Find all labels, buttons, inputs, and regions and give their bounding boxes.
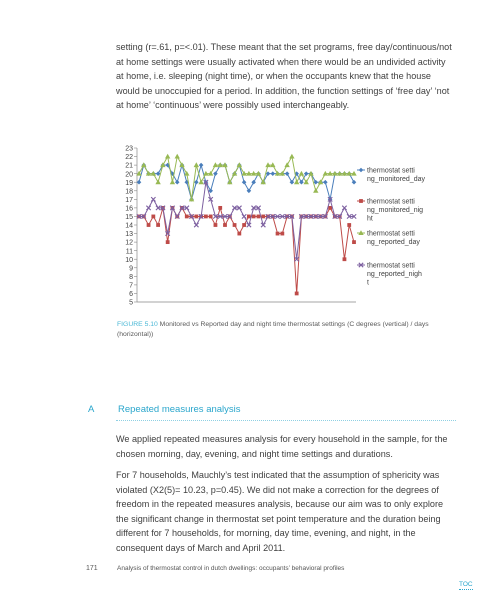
y-tick-label: 18	[125, 188, 133, 196]
data-point	[194, 180, 199, 185]
data-point	[199, 163, 204, 168]
series-line-3	[139, 157, 354, 200]
data-point	[242, 223, 246, 227]
y-tick-label: 19	[125, 179, 133, 187]
toc-link[interactable]: TOC	[459, 581, 473, 588]
section-divider	[116, 420, 456, 421]
data-point	[328, 206, 332, 210]
data-point	[257, 215, 261, 219]
y-tick-label: 23	[125, 145, 133, 153]
data-point	[323, 180, 328, 185]
data-point	[137, 180, 142, 185]
data-point	[299, 180, 304, 185]
data-point	[304, 179, 309, 184]
data-point	[352, 180, 357, 185]
data-point	[194, 223, 198, 227]
data-point	[214, 223, 218, 227]
legend-label-4: t	[367, 279, 369, 287]
data-point	[276, 232, 280, 236]
data-point	[242, 180, 247, 185]
y-tick-label: 11	[125, 248, 133, 256]
data-point	[352, 240, 356, 244]
data-point	[347, 223, 351, 227]
data-point	[294, 179, 299, 184]
legend-label-4: ng_reported_nigh	[367, 271, 422, 278]
data-point	[295, 292, 299, 296]
y-tick-label: 7	[129, 282, 133, 290]
figure-label: FIGURE 5.10	[117, 321, 158, 328]
legend-label-1: thermostat setti	[367, 167, 415, 175]
figure-caption-text: Monitored vs Reported day and night time thermostat settings (C degrees (vertical) / days (horizontal))	[117, 321, 429, 338]
intro-paragraph: setting (r=.61, p=<.01). These meant that the set programs, free day/continuous/not at home settings were usually activated when there would be an undivided activity at home, i.e. sleeping (night time), or when the occupants knew that the house would be unoccupied for a period. In addition, the function settings of ‘free day’ ‘not at home’ ‘continuous’ were possibly used interchangeably.	[116, 42, 452, 110]
data-point	[165, 154, 170, 159]
data-point	[198, 179, 203, 184]
data-point	[285, 171, 290, 176]
legend-label-3: ng_reported_day	[367, 239, 420, 246]
data-point	[284, 162, 289, 167]
data-point	[247, 188, 252, 193]
analysis-paragraph-2: For 7 households, Mauchly’s test indicated that the assumption of sphericity was violated (X2(5)= 10.23, p=0.45). We did not make a correction for the degrees of freedom in the repeated measures analysis, because our aim was to only explore the significant change in thermostat set point temperature and the duration being different for 7 households, for morning, day time, evening, and night, in the consequent days of March and April 2011.	[116, 470, 444, 553]
data-point	[209, 215, 213, 219]
data-point	[233, 223, 237, 227]
y-tick-label: 21	[125, 162, 133, 170]
section-title: Repeated measures analysis	[118, 404, 241, 415]
data-point	[223, 223, 227, 227]
legend-label-1: ng_monitored_day	[367, 176, 425, 183]
data-point	[261, 215, 265, 219]
data-point	[166, 240, 170, 244]
y-tick-label: 14	[125, 222, 133, 230]
data-point	[343, 257, 347, 261]
data-point	[151, 215, 155, 219]
chart-svg	[118, 141, 478, 311]
y-tick-label: 9	[129, 265, 133, 273]
data-point	[175, 180, 180, 185]
y-tick-label: 8	[129, 273, 133, 281]
data-point	[280, 232, 284, 236]
data-point	[194, 162, 199, 167]
section-letter: A	[88, 404, 95, 415]
data-point	[147, 223, 151, 227]
y-tick-label: 12	[125, 239, 133, 247]
data-point	[151, 197, 155, 201]
y-tick-label: 22	[125, 154, 133, 162]
series-line-4	[139, 182, 354, 259]
page-number: 171	[86, 565, 98, 572]
data-point	[146, 206, 150, 210]
analysis-paragraph-1: We applied repeated measures analysis for every household in the sample, for the chosen morning, day, evening, and night time settings and durations.	[116, 434, 448, 459]
data-point	[359, 168, 364, 173]
y-tick-label: 15	[125, 214, 133, 222]
y-tick-label: 20	[125, 171, 133, 179]
data-point	[194, 215, 198, 219]
data-point	[304, 171, 309, 176]
y-tick-label: 16	[125, 205, 133, 213]
thermostat-chart	[118, 141, 478, 311]
data-point	[290, 180, 295, 185]
data-point	[175, 154, 180, 159]
data-point	[247, 215, 251, 219]
data-point	[156, 223, 160, 227]
data-point	[185, 215, 189, 219]
data-point	[270, 171, 275, 176]
running-title: Analysis of thermostat control in dutch dwellings: occupants’ behavioral profiles	[117, 565, 345, 572]
legend-label-2: thermostat setti	[367, 198, 415, 206]
data-point	[184, 171, 189, 176]
data-point	[251, 180, 256, 185]
figure-caption	[117, 320, 457, 340]
y-tick-label: 6	[129, 291, 133, 299]
data-point	[359, 199, 363, 203]
data-point	[218, 206, 222, 210]
y-tick-label: 10	[125, 256, 133, 264]
data-point	[213, 171, 218, 176]
data-point	[252, 215, 256, 219]
y-tick-label: 17	[125, 196, 133, 204]
legend-label-4: thermostat setti	[367, 262, 415, 270]
data-point	[170, 179, 175, 184]
legend-label-2: ng_monitored_nig	[367, 207, 424, 214]
legend-label-3: thermostat setti	[367, 230, 415, 238]
data-point	[204, 215, 208, 219]
legend-label-2: ht	[367, 215, 373, 223]
data-point	[313, 188, 318, 193]
data-point	[342, 206, 346, 210]
data-point	[242, 214, 246, 218]
data-point	[289, 154, 294, 159]
y-tick-label: 5	[129, 299, 133, 307]
data-point	[299, 171, 304, 176]
y-tick-label: 13	[125, 231, 133, 239]
data-point	[237, 232, 241, 236]
data-point	[155, 179, 160, 184]
